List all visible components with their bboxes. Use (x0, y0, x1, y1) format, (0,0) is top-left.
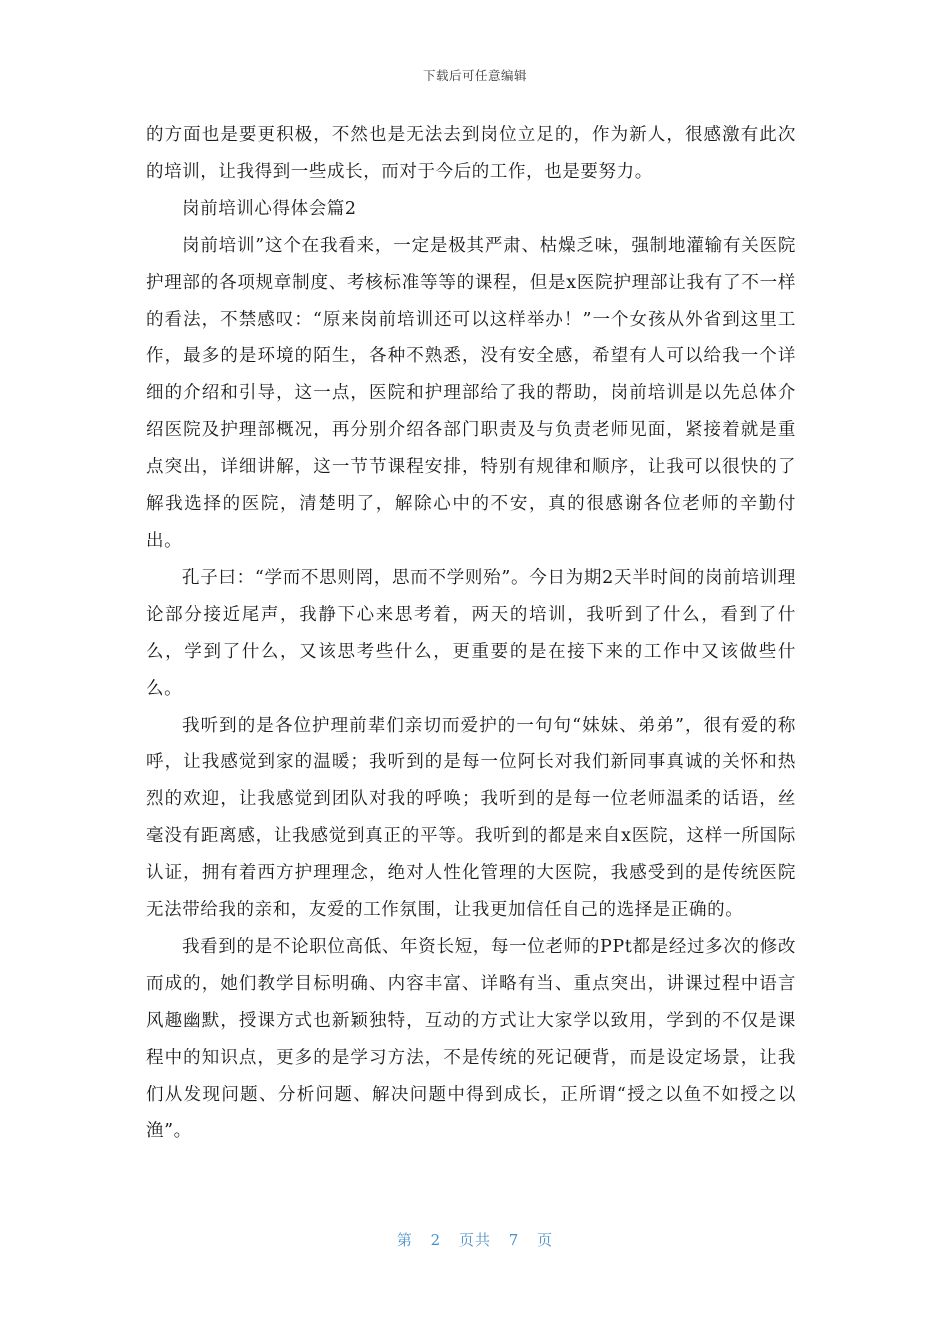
paragraph: 我听到的是各位护理前辈们亲切而爱护的一句句“妹妹、弟弟”，很有爱的称呼，让我感觉到家的温暖；我听到的是每一位阿长对我们新同事真诚的关怀和热烈的欢迎，让我感觉到团队对我的呼唤；我听到的是每一位老师温柔的话语，丝毫没有距离感，让我感觉到真正的平等。我听到的都是来自x医院，这样一所国际认证，拥有着西方护理理念，绝对人性化管理的大医院，我感受到的是传统医院无法带给我的亲和，友爱的工作氛围，让我更加信任自己的选择是正确的。 (146, 715, 796, 921)
footer-middle: 页共 (458, 1231, 491, 1249)
total-pages-number: 7 (508, 1231, 520, 1249)
paragraph: 岗前培训”这个在我看来，一定是极其严肃、枯燥乏味，强制地灌输有关医院护理部的各项规章制度、考核标准等等的课程，但是x医院护理部让我有了不一样的看法，不禁感叹：“原来岗前培训还可以这样举办！”一个女孩从外省到这里工作，最多的是环境的陌生，各种不熟悉，没有安全感，希望有人可以给我一个详细的介绍和引导，这一点，医院和护理部给了我的帮助，岗前培训是以先总体介绍医院及护理部概况，再分别介绍各部门职责及与负责老师见面，紧接着就是重点突出，详细讲解，这一节节课程安排，特别有规律和顺序，让我可以很快的了解我选择的医院，清楚明了，解除心中的不安，真的很感谢各位老师的辛勤付出。 (146, 235, 796, 551)
section-title: 岗前培训心得体会篇2 (182, 198, 357, 219)
paragraph: 孔子曰：“学而不思则罔，思而不学则殆”。今日为期2天半时间的岗前培训理论部分接近尾声，我静下心来思考着，两天的培训，我听到了什么，看到了什么，学到了什么，又该思考些什么，更重要的是在接下来的工作中又该做些什么。 (146, 567, 796, 699)
footer-prefix: 第 (396, 1231, 413, 1249)
footer-suffix: 页 (537, 1231, 554, 1249)
document-body (146, 117, 796, 1150)
page-header: 下载后可任意编辑 (422, 68, 527, 83)
paragraph: 我看到的是不论职位高低、年资长短，每一位老师的PPt都是经过多次的修改而成的，她们教学目标明确、内容丰富、详略有当、重点突出，讲课过程中语言风趣幽默，授课方式也新颖独特，互动的方式让大家学以致用，学到的不仅是课程中的知识点，更多的是学习方法，不是传统的死记硬背，而是设定场景，让我们从发现问题、分析问题、解决问题中得到成长，正所谓“授之以鱼不如授之以渔”。 (146, 936, 796, 1142)
page-footer (0, 1229, 950, 1250)
paragraph: 的方面也是要更积极，不然也是无法去到岗位立足的，作为新人，很感激有此次的培训，让我得到一些成长，而对于今后的工作，也是要努力。 (146, 125, 796, 182)
current-page-number: 2 (430, 1231, 442, 1249)
